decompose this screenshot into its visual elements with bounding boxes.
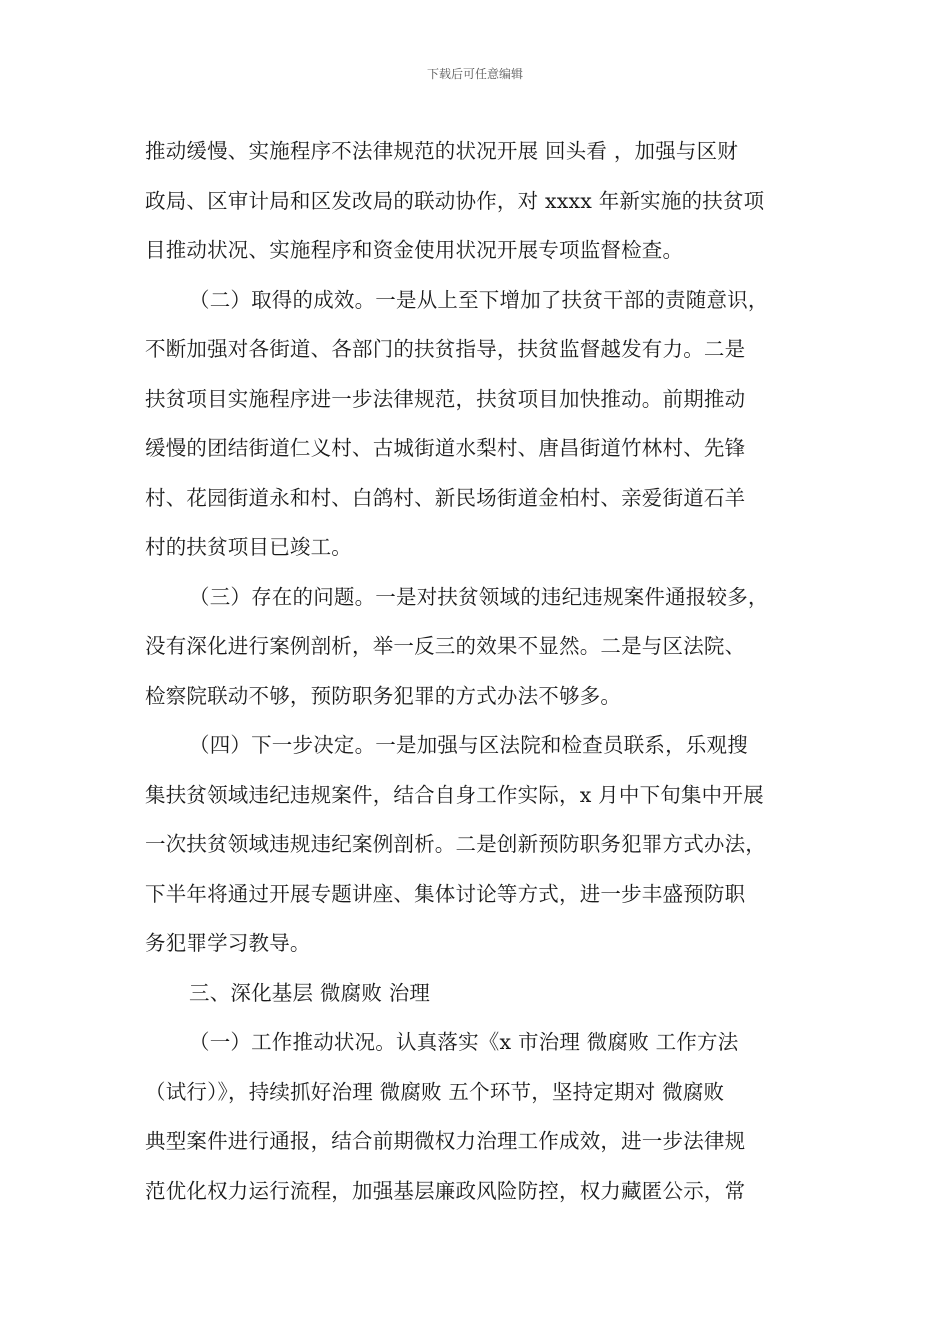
text-line: 推动缓慢、实施程序不法律规范的状况开展 回头看 ，加强与区财 [145,139,739,163]
text-line: 缓慢的团结街道仁义村、古城街道水梨村、唐昌街道竹林村、先锋 [145,436,746,460]
text-line: （试行）》，持续抓好治理 微腐败 五个环节，坚持定期对 微腐败 [145,1079,725,1104]
page-header: 下载后可任意编辑 [426,67,523,81]
text-line: 范优化权力运行流程，加强基层廉政风险防控，权力藏匿公示，常 [145,1178,746,1203]
text-line: 扶贫项目实施程序进一步法律规范，扶贫项目加快推动。前期推动 [145,386,746,411]
text-line: 没有深化进行案例剖析，举一反三的效果不显然。二是与区法院、 [145,634,746,658]
document-body [145,127,810,1216]
text-line: （一）工作推动状况。认真落实《x 市治理 微腐败 工作方法 [189,1030,739,1054]
text-line: 政局、区审计局和区发改局的联动协作，对 xxxx 年新实施的扶贫项 [145,188,765,213]
text-line: （二）取得的成效。一是从上至下增加了扶贫干部的责随意识， [189,287,769,312]
text-line: 不断加强对各街道、各部门的扶贫指导，扶贫监督越发有力。二是 [145,337,746,361]
text-line: 村、花园街道永和村、白鸽村、新民场街道金柏村、亲爱街道石羊 [145,485,746,510]
text-line: 下半年将通过开展专题讲座、集体讨论等方式，进一步丰盛预防职 [145,881,746,906]
text-line: 一次扶贫领域违规违纪案例剖析。二是创新预防职务犯罪方式办法， [145,832,766,856]
text-line: 务犯罪学习教导。 [145,931,311,955]
text-line: （四）下一步决定。一是加强与区法院和检查员联系，乐观搜 [189,733,748,757]
text-line: 目推动状况、实施程序和资金使用状况开展专项监督检查。 [145,238,684,262]
text-line: （三）存在的问题。一是对扶贫领域的违纪违规案件通报较多， [189,584,769,609]
text-line: 三、深化基层 微腐败 治理 [189,980,431,1005]
text-line: 集扶贫领域违纪违规案件，结合自身工作实际，x 月中下旬集中开展 [145,782,764,807]
text-line: 检察院联动不够，预防职务犯罪的方式办法不够多。 [145,683,622,708]
text-line: 典型案件进行通报，结合前期微权力治理工作成效，进一步法律规 [145,1129,746,1153]
text-line: 村的扶贫项目已竣工。 [145,535,352,559]
